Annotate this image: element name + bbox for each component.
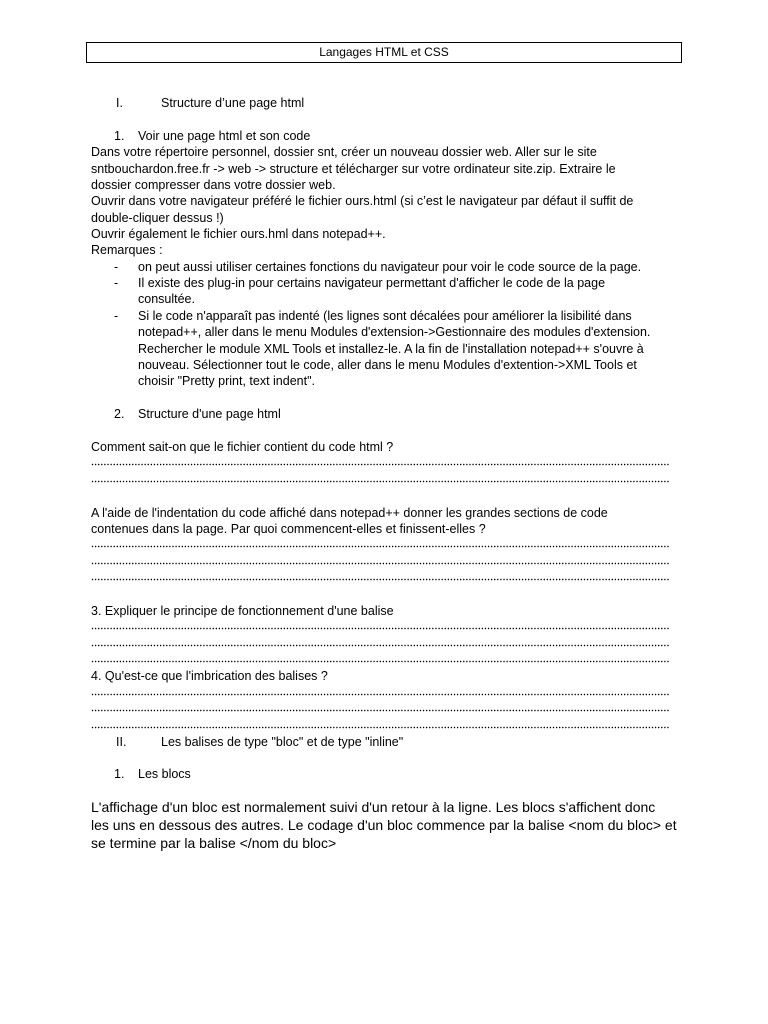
list-item: nouveau. Sélectionner tout le code, aller dans le menu Modules d'extention->XML Tools et: [138, 358, 637, 372]
answer-line: [91, 627, 669, 630]
subsection-2-title: Structure d'une page html: [138, 407, 281, 421]
list-item: consultée.: [138, 292, 195, 306]
question-2-text: contenues dans la page. Par quoi commencent-elles et finissent-elles ?: [91, 522, 486, 536]
paragraph-line: Remarques :: [91, 243, 163, 257]
paragraph-line: sntbouchardon.free.fr -> web -> structure et télécharger sur votre ordinateur site.zip. Extraire le: [91, 162, 616, 176]
list-item: notepad++, aller dans le menu Modules d'extension->Gestionnaire des modules d'extension.: [138, 325, 651, 339]
answer-line: [91, 545, 669, 548]
list-dash: -: [114, 309, 119, 323]
answer-line: [91, 562, 669, 565]
list-item: Il existe des plug-in pour certains navigateur permettant d'afficher le code de la page: [138, 276, 606, 290]
header-title: Langages HTML et CSS: [319, 45, 449, 59]
subsection-3-number: 1.: [114, 767, 125, 781]
answer-line: [91, 463, 669, 466]
answer-line: [91, 693, 669, 696]
subsection-2-number: 2.: [114, 407, 125, 421]
list-item: on peut aussi utiliser certaines fonctions du navigateur pour voir le code source de la page.: [138, 260, 642, 274]
question-1-text: Comment sait-on que le fichier contient du code html ?: [91, 440, 394, 454]
list-item: choisir "Pretty print, text indent".: [138, 374, 316, 388]
paragraph-line: double-cliquer dessus !): [91, 211, 224, 225]
header-title-box: [86, 42, 682, 63]
answer-line: [91, 709, 669, 712]
paragraph-line: Ouvrir également le fichier ours.hml dans notepad++.: [91, 227, 386, 241]
paragraph-line: L'affichage d'un bloc est normalement suivi d'un retour à la ligne. Les blocs s'affichent donc: [91, 799, 656, 815]
answer-line: [91, 644, 669, 647]
answer-line: [91, 480, 669, 483]
answer-line: [91, 660, 669, 663]
list-item: Si le code n'apparaît pas indenté (les lignes sont décalées pour améliorer la lisibilité dans: [138, 309, 632, 323]
question-3-text: 3. Expliquer le principe de fonctionnement d'une balise: [91, 604, 394, 618]
list-dash: -: [114, 260, 119, 274]
answer-line: [91, 578, 669, 581]
section-1-numeral: I.: [116, 96, 123, 110]
subsection-1-title: Voir une page html et son code: [138, 129, 311, 143]
subsection-1-number: 1.: [114, 129, 125, 143]
paragraph-line: Ouvrir dans votre navigateur préféré le fichier ours.html (si c’est le navigateur par défaut il suffit de: [91, 194, 634, 208]
paragraph-line: dossier compresser dans votre dossier web.: [91, 178, 336, 192]
section-2-title: Les balises de type "bloc" et de type "inline": [161, 735, 404, 749]
subsection-3-title: Les blocs: [138, 767, 191, 781]
section-2-numeral: II.: [116, 735, 127, 749]
section-1-title: Structure d’une page html: [161, 96, 305, 110]
question-2-text: A l'aide de l'indentation du code affiché dans notepad++ donner les grandes sections de code: [91, 506, 608, 520]
paragraph-line: se termine par la balise </nom du bloc>: [91, 835, 337, 851]
paragraph-line: Dans votre répertoire personnel, dossier snt, créer un nouveau dossier web. Aller sur le site: [91, 145, 597, 159]
question-4-text: 4. Qu'est-ce que l'imbrication des balises ?: [91, 669, 328, 683]
list-dash: -: [114, 276, 119, 290]
answer-line: [91, 726, 669, 729]
paragraph-line: les uns en dessous des autres. Le codage d'un bloc commence par la balise <nom du bloc> et: [91, 817, 677, 833]
list-item: Rechercher le module XML Tools et installez-le. A la fin de l'installation notepad++ s'ouvre à: [138, 342, 644, 356]
